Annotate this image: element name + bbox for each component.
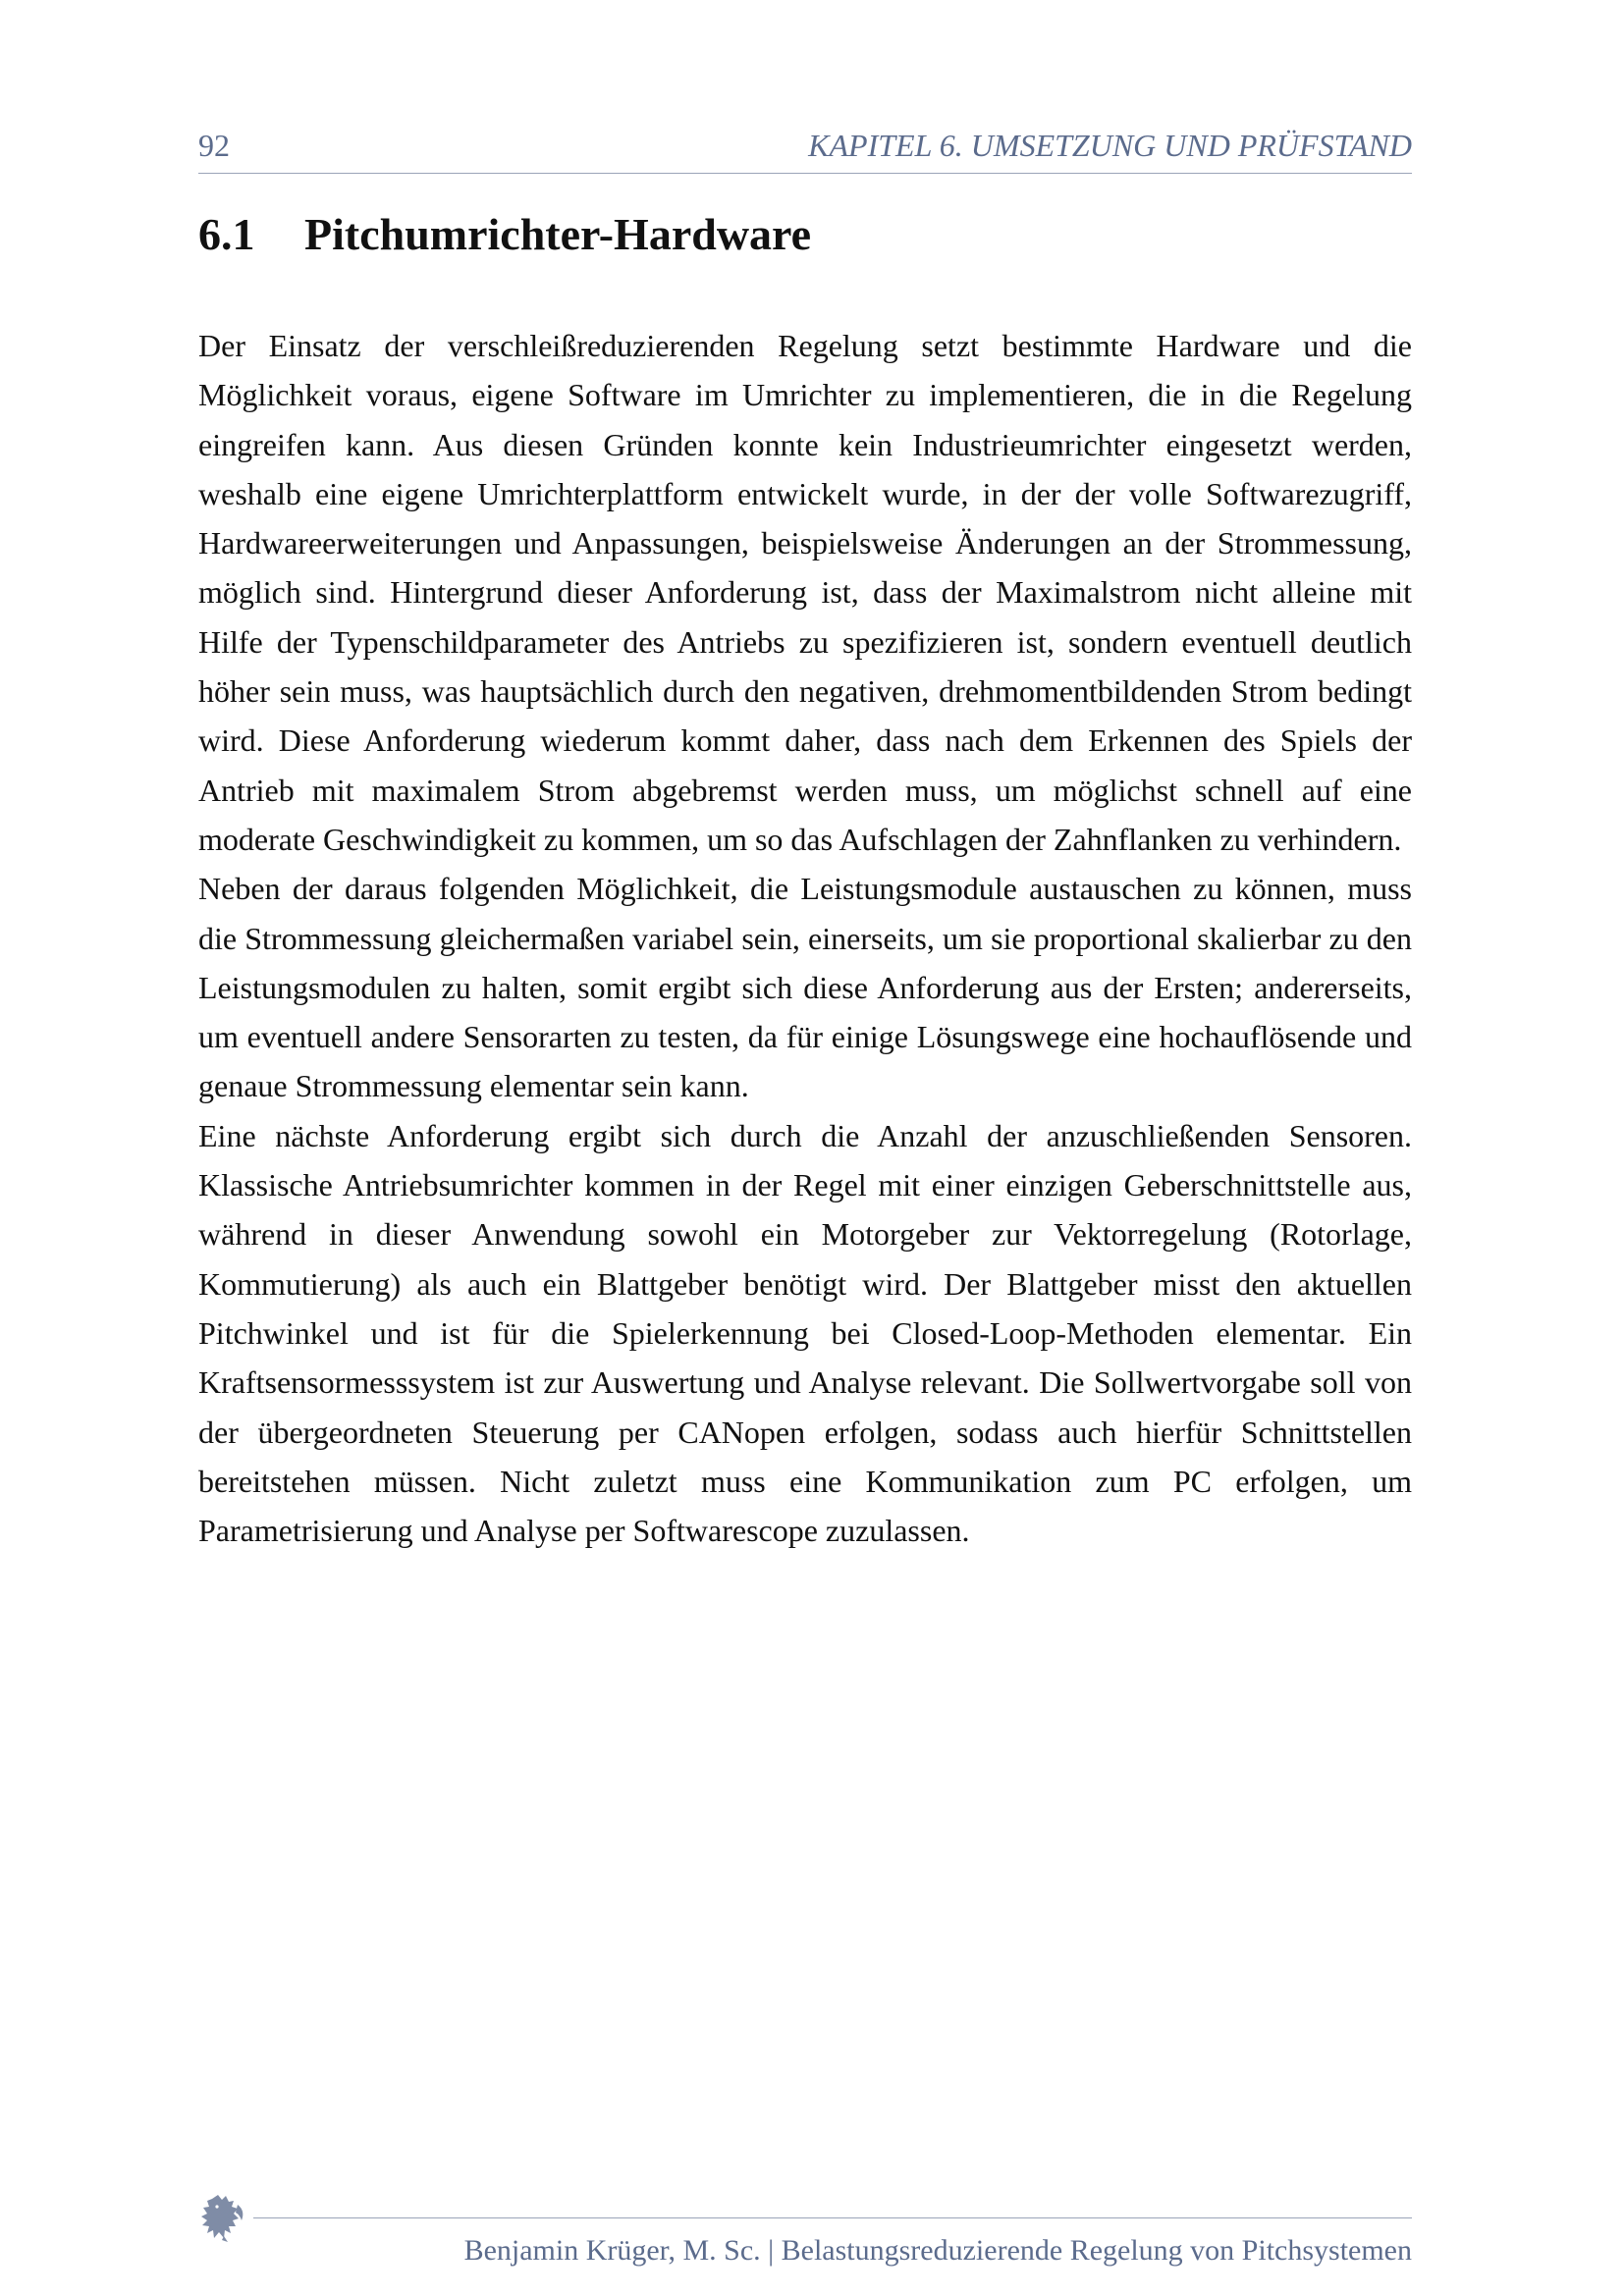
page-number: 92 bbox=[198, 128, 230, 163]
page-footer bbox=[198, 2193, 1412, 2271]
footer-rule bbox=[253, 2217, 1412, 2218]
section-title: Pitchumrichter-Hardware bbox=[304, 209, 812, 259]
section-heading bbox=[198, 208, 811, 260]
body-text bbox=[198, 321, 1412, 1555]
paragraph: Der Einsatz der verschleißreduzierenden Regelung setzt bestimmte Hardware und die Möglichkeit voraus, eigene Software im Umrichter zu implementieren, die in die Regelung eingreifen kann. Aus diesen Gründen konnte kein Industrieumrichter eingesetzt werden, weshalb eine eigene Umrichterplattform entwickelt wurde, in der der volle Softwarezugriff, Hardwareerweiterungen und Anpassungen, beispielsweise Änderungen an der Strommessung, möglich sind. Hintergrund dieser Anforderung ist, dass der Maximalstrom nicht alleine mit Hilfe der Typenschildparameter des Antriebs zu spezifizieren ist, sondern eventuell deutlich höher sein muss, was hauptsächlich durch den negativen, drehmomentbildenden Strom bedingt wird. Diese Anforderung wiederum kommt daher, dass nach dem Erkennen des Spiels der Antrieb mit maximalem Strom abgebremst werden muss, um möglichst schnell auf eine moderate Geschwindigkeit zu kommen, um so das Aufschlagen der Zahnflanken zu verhindern. bbox=[198, 328, 1412, 857]
chapter-title: KAPITEL 6. UMSETZUNG UND PRÜFSTAND bbox=[808, 128, 1412, 163]
footer-text: Benjamin Krüger, M. Sc. | Belastungsreduzierende Regelung von Pitchsystemen bbox=[463, 2234, 1412, 2267]
heraldic-lion-icon bbox=[198, 2193, 247, 2244]
section-number: 6.1 bbox=[198, 209, 255, 259]
paragraph: Eine nächste Anforderung ergibt sich durch die Anzahl der anzuschließenden Sensoren. Klassische Antriebsumrichter kommen in der Regel mit einer einzigen Geberschnittstelle aus, während in dieser Anwendung sowohl ein Motorgeber zur Vektorregelung (Rotorlage, Kommutierung) als auch ein Blattgeber benötigt wird. Der Blattgeber misst den aktuellen Pitchwinkel und ist für die Spielerkennung bei Closed-Loop-Methoden elementar. Ein Kraftsensormesssystem ist zur Auswertung und Analyse relevant. Die Sollwertvorgabe soll von der übergeordneten Steuerung per CANopen erfolgen, sodass auch hierfür Schnittstellen bereitstehen müssen. Nicht zuletzt muss eine Kommunikation zum PC erfolgen, um Parametrisierung und Analyse per Softwarescope zuzulassen. bbox=[198, 1117, 1412, 1549]
running-header bbox=[198, 124, 1412, 174]
paragraph: Neben der daraus folgenden Möglichkeit, die Leistungsmodule austauschen zu können, muss die Strommessung gleichermaßen variabel sein, einerseits, um sie proportional skalierbar zu den Leistungsmodulen zu halten, somit ergibt sich diese Anforderung aus der Ersten; andererseits, um eventuell andere Sensorarten zu testen, da für einige Lösungswege eine hochauflösende und genaue Strommessung elementar sein kann. bbox=[198, 871, 1412, 1104]
